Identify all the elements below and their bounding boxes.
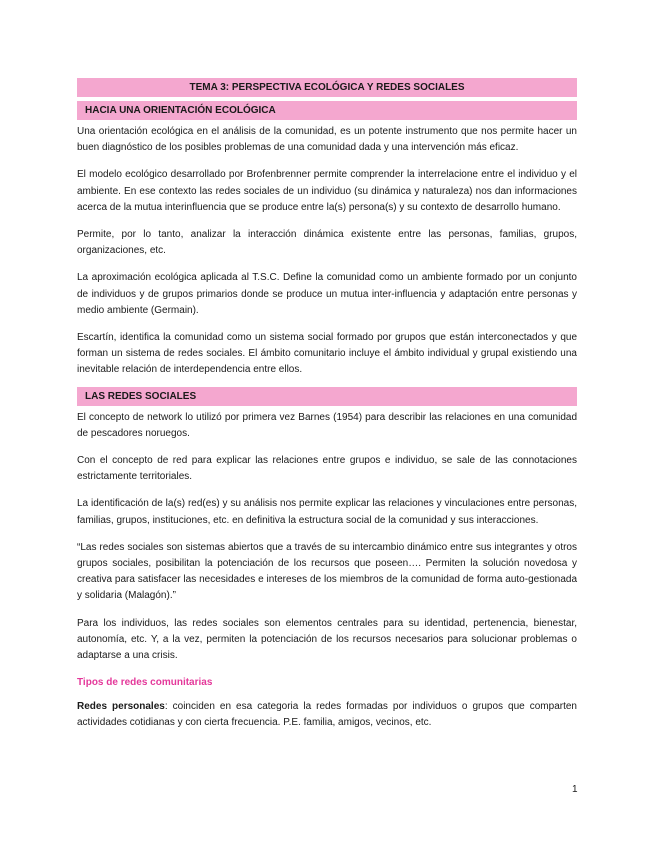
paragraph: Escartín, identifica la comunidad como un sistema social formado por grupos que están interconectados y que forman un sistema de redes sociales. El ámbito comunitario incluye el ámbito individual y grupal existiendo una inevitable relación de interdependencia entre ellos. [77, 332, 577, 376]
paragraph: El modelo ecológico desarrollado por Brofenbrenner permite comprender la interrelacione entre el individuo y el ambiente. En ese contexto las redes sociales de un individuo (su dinámica y naturaleza) nos dan informaciones acerca de la mutua interinfluencia que se produce entre la(s) persona(s) y su contexto de desarrollo humano. [77, 169, 577, 213]
paragraph: Con el concepto de red para explicar las relaciones entre grupos e individuo, se sale de las connotaciones estrictamente territoriales. [77, 455, 577, 483]
paragraph: Permite, por lo tanto, analizar la interacción dinámica existente entre las personas, familias, grupos, organizaciones, etc. [77, 229, 577, 257]
section-heading-social-networks: LAS REDES SOCIALES [77, 387, 577, 406]
paragraph: El concepto de network lo utilizó por primera vez Barnes (1954) para describir las relaciones en una comunidad de pescadores noruegos. [77, 411, 577, 439]
paragraph: Para los individuos, las redes sociales son elementos centrales para su identidad, pertenencia, bienestar, autonomía, etc. Y, a la vez, permiten la potenciación de los recursos necesarios para solucionar problemas o adaptarse a una crisis. [77, 617, 577, 662]
term-personal-networks: Redes personales [77, 701, 165, 713]
quote-paragraph: “Las redes sociales son sistemas abiertos que a través de su intercambio dinámico entre sus integrantes y otros grupos sociales, posibilitan la potenciación de los recursos que poseen…. Permiten la solución novedosa y creativa para satisfacer las necesidades e intereses de los miembros de la comunidad de forma auto-gestionada y solidaria (Malagón).” [77, 541, 577, 602]
paragraph-personal-networks [77, 699, 577, 731]
section-heading-ecological: HACIA UNA ORIENTACIÓN ECOLÓGICA [77, 101, 577, 120]
subheading-community-network-types: Tipos de redes comunitarias [77, 677, 213, 689]
page-number: 1 [572, 784, 578, 795]
paragraph: Una orientación ecológica en el análisis de la comunidad, es un potente instrumento que nos permite hacer un buen diagnóstico de los posibles problemas de una comunidad dada y una intervención más eficaz. [77, 126, 577, 154]
paragraph: La identificación de la(s) red(es) y su análisis nos permite explicar las relaciones y vinculaciones entre personas, familias, grupos, instituciones, etc. en definitiva la estructura social de la comunidad y sus interacciones. [77, 498, 577, 526]
definition-personal-networks: : coinciden en esa categoria la redes formadas por individuos o grupos que comparten actividades cotidianas y con cierta frecuencia. P.E. familia, amigos, vecinos, etc. [77, 701, 577, 729]
paragraph: La aproximación ecológica aplicada al T.S.C. Define la comunidad como un ambiente formado por un conjunto de individuos y de grupos primarios donde se produce un mutua inter-influencia y adaptación entre personas y medio ambiente (Germain). [77, 272, 577, 316]
document-title: TEMA 3: PERSPECTIVA ECOLÓGICA Y REDES SOCIALES [77, 78, 577, 97]
document-page [77, 78, 577, 743]
